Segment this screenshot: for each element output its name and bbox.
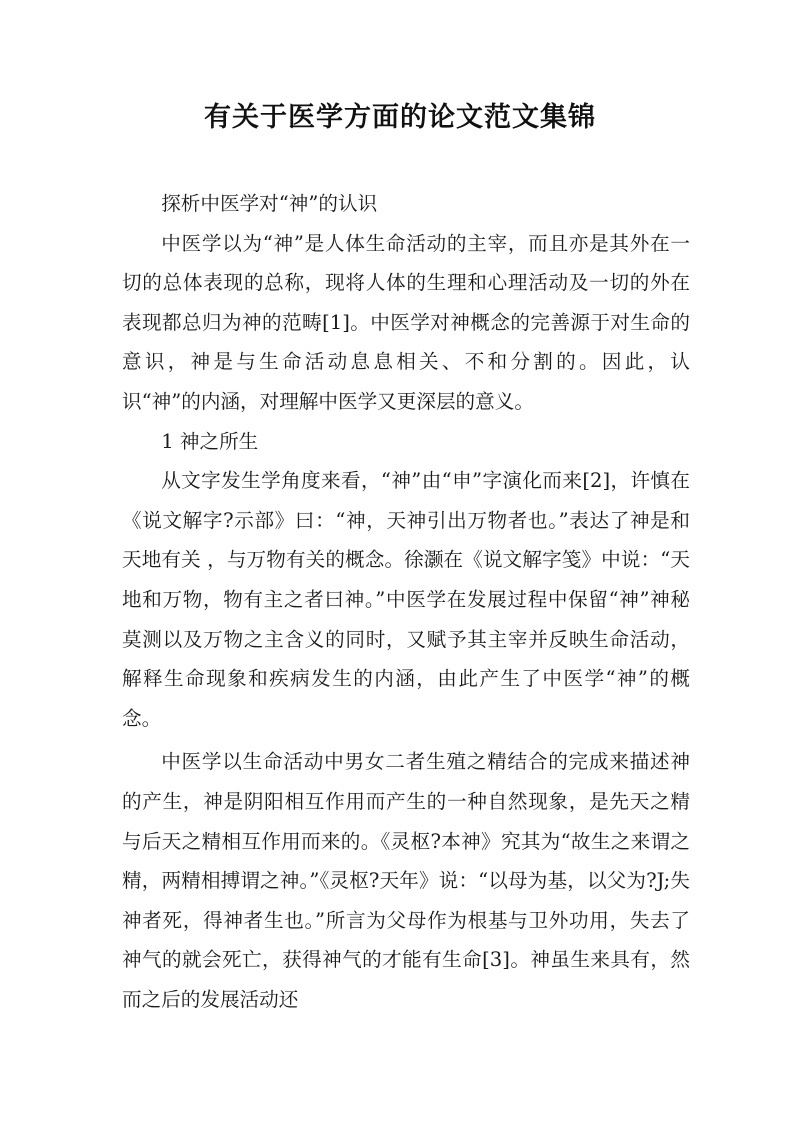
paragraph-intro: 中医学以为“神”是人体生命活动的主宰，而且亦是其外在一切的总体表现的总称，现将人体的生理和心理活动及一切的外在表现都总归为神的范畴[1]。中医学对神概念的完善源于对生命的意识，神是与生命活动息息相关、不和分割的。因此，认识“神”的内涵，对理解中医学又更深层的意义。 <box>122 231 690 413</box>
paragraph-origin: 中医学以生命活动中男女二者生殖之精结合的完成来描述神的产生，神是阴阳相互作用而产生的一种自然现象，是先天之精与后天之精相互作用而来的。《灵枢?本神》究其为“故生之来谓之精，两精相搏谓之神。”《灵枢?天年》说：“以母为基，以父为?J;失神者死，得神者生也。”所言为父母作为根基与卫外功用，失去了神气的就会死亡，获得神气的才能有生命[3]。神虽生来具有，然而之后的发展活动还 <box>122 750 690 1011</box>
section-heading-intro: 探析中医学对“神”的认识 <box>161 192 378 215</box>
section-heading-1: 1 神之所生 <box>161 429 259 453</box>
document-title: 有关于医学方面的论文范文集锦 <box>204 102 596 133</box>
paragraph-etymology: 从文字发生学角度来看，“神”由“申”字演化而来[2]，许慎在《说文解字?示部》曰：“神，天神引出万物者也。”表达了神是和天地有关 ，与万物有关的概念。徐灏在《说文解字笺》中说：“天地和万物，物有主之者曰神。”中医学在发展过程中保留“神”神秘莫测以及万物之主含义的同时，又赋予其主宰并反映生命活动，解释生命现象和疾病发生的内涵，由此产生了中医学“神”的概念。 <box>122 469 690 730</box>
document-body <box>122 184 690 1019</box>
